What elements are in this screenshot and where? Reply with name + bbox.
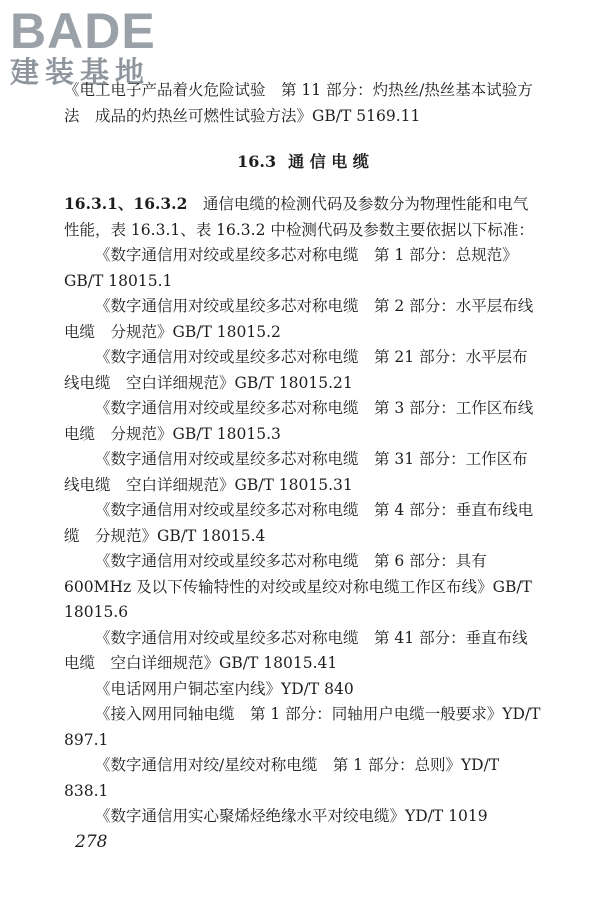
watermark-cjk-text: 建装基地	[10, 55, 151, 89]
reference-item: 《数字通信用实心聚烯烃绝缘水平对绞电缆》YD/T 1019	[95, 807, 488, 825]
watermark-logo	[10, 4, 180, 88]
reference-item: 《数字通信用对绞或星绞多芯对称电缆 第 2 部分：水平层布线电缆 分规范》GB/T 18015.2	[64, 297, 534, 341]
clause-reference: 16.3.1、16.3.2	[64, 194, 188, 213]
page-body	[64, 78, 542, 830]
watermark-latin-text: BADE	[10, 3, 156, 59]
reference-item: 《接入网用同轴电缆 第 1 部分：同轴用户电缆一般要求》YD/T 897.1	[64, 705, 541, 749]
reference-item: 《数字通信用对绞或星绞多芯对称电缆 第 4 部分：垂直布线电缆 分规范》GB/T 18015.4	[64, 501, 534, 545]
reference-list	[64, 243, 542, 830]
reference-item: 《电话网用户铜芯室内线》YD/T 840	[95, 679, 354, 698]
reference-item: 《数字通信用对绞或星绞多芯对称电缆 第 31 部分：工作区布线电缆 空白详细规范》GB/T 18015.31	[64, 450, 528, 494]
section-number: 16.3	[237, 152, 277, 171]
section-title-text: 通 信 电 缆	[288, 152, 369, 171]
reference-item: 《数字通信用对绞或星绞多芯对称电缆 第 21 部分：水平层布线电缆 空白详细规范》GB/T 18015.21	[64, 348, 528, 392]
section-heading	[64, 149, 542, 175]
reference-item: 《数字通信用对绞或星绞多芯对称电缆 第 41 部分：垂直布线电缆 空白详细规范》GB/T 18015.41	[64, 628, 528, 672]
reference-item: 《数字通信用对绞或星绞多芯对称电缆 第 6 部分：具有 600MHz 及以下传输特性的对绞或星绞对称电缆工作区布线》GB/T 18015.6	[64, 552, 532, 621]
intro-text: 通信电缆的检测代码及参数分为物理性能和电气性能，表 16.3.1、表 16.3.2 中检测代码及参数主要依据以下标准：	[64, 195, 534, 239]
continued-reference: 《电工电子产品着火危险试验 第 11 部分：灼热丝/热丝基本试验方法 成品的灼热丝可燃性试验方法》GB/T 5169.11	[64, 81, 533, 125]
reference-item: 《数字通信用对绞或星绞多芯对称电缆 第 3 部分：工作区布线电缆 分规范》GB/T 18015.3	[64, 399, 534, 443]
intro-paragraph	[64, 191, 542, 243]
reference-item: 《数字通信用对绞/星绞对称电缆 第 1 部分：总则》YD/T 838.1	[64, 756, 500, 800]
page-number: 278	[75, 832, 108, 852]
reference-item: 《数字通信用对绞或星绞多芯对称电缆 第 1 部分：总规范》GB/T 18015.1	[64, 246, 518, 290]
